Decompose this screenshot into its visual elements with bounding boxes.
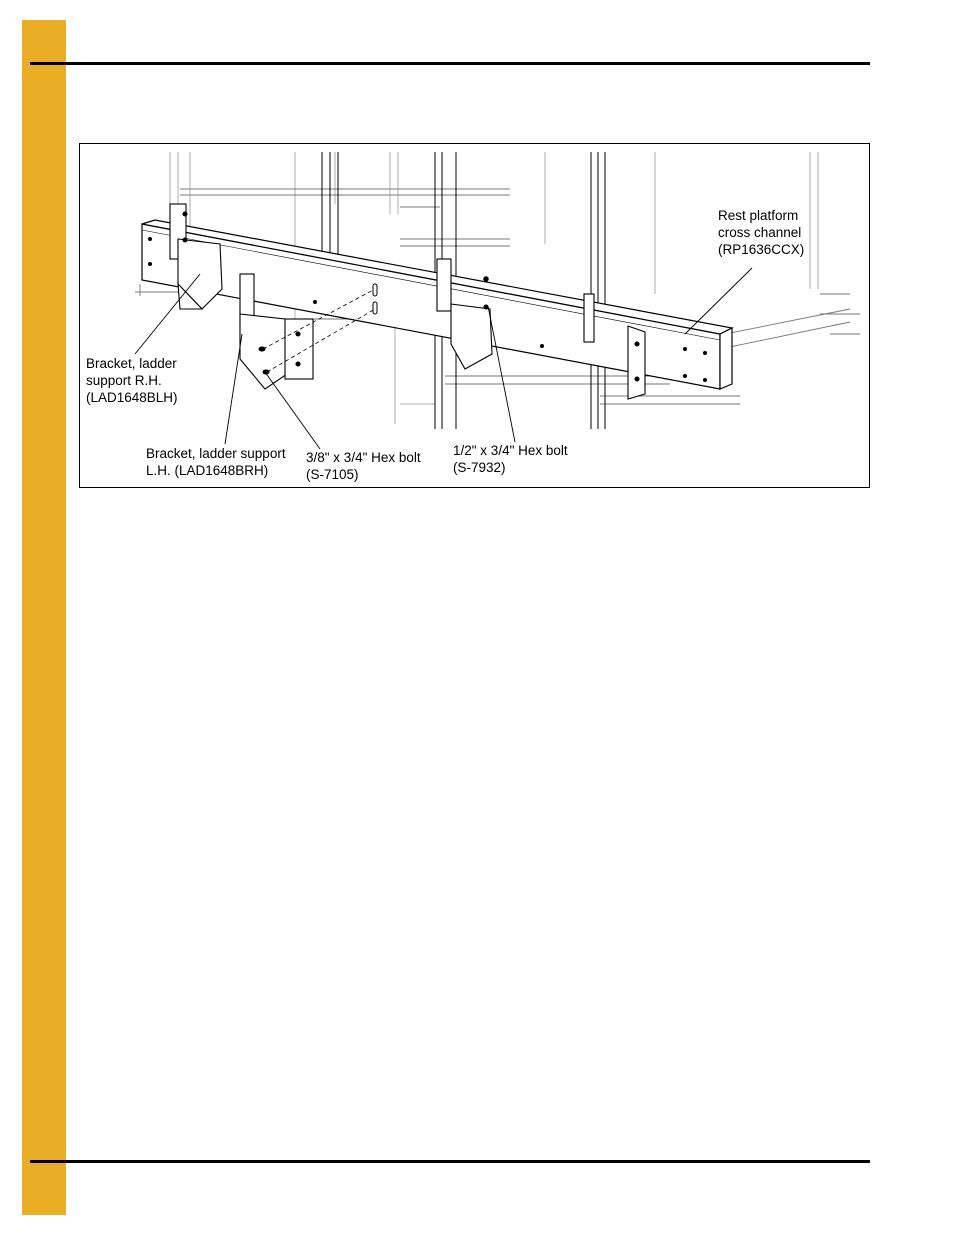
- callout-hex-bolt-3-8: 3/8" x 3/4" Hex bolt (S-7105): [306, 450, 421, 482]
- callout-cross-channel: Rest platform cross channel (RP1636CCX): [718, 208, 805, 257]
- assembly-figure: [79, 143, 870, 488]
- callout-hex-bolt-1-2: 1/2" x 3/4" Hex bolt (S-7932): [453, 443, 568, 475]
- callout-bracket-lh: Bracket, ladder support L.H. (LAD1648BRH): [146, 446, 286, 478]
- footer-rule: [30, 1160, 870, 1163]
- header-rule: [30, 62, 870, 65]
- side-accent-bar: [22, 20, 66, 1215]
- assembly-drawing: [80, 144, 870, 488]
- callout-bracket-rh: Bracket, ladder support R.H. (LAD1648BLH): [86, 356, 178, 405]
